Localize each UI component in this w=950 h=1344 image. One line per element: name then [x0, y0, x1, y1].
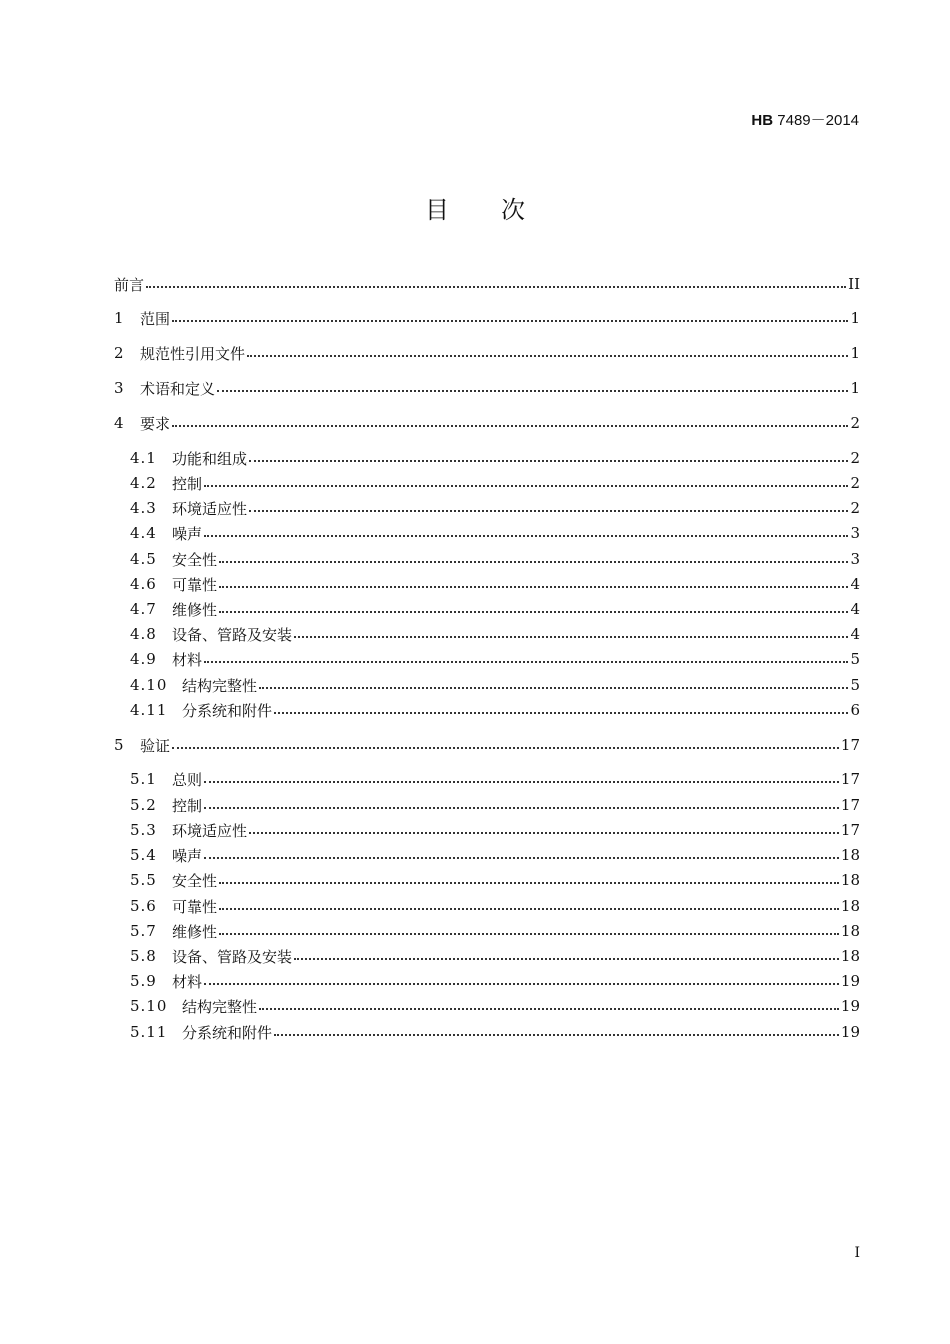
toc-entry-page: 1 — [850, 309, 860, 327]
toc-entry-label: 分系统和附件 — [182, 1023, 273, 1042]
toc-leader-dots — [204, 485, 848, 487]
toc-leader-dots — [249, 510, 848, 512]
toc-entry-number: 2 — [114, 344, 124, 362]
toc-entry-label: 控制 — [172, 796, 203, 815]
toc-entry-page: 3 — [850, 550, 860, 568]
toc-leader-dots — [204, 857, 839, 859]
toc-entry-number: 5.3 — [130, 821, 157, 839]
toc-leader-dots — [172, 320, 848, 322]
toc-entry-number: 3 — [114, 379, 124, 397]
toc-entry-number: 1 — [114, 309, 124, 327]
toc-leader-dots — [204, 661, 848, 663]
toc-entry-page: II — [848, 275, 860, 293]
standard-code — [751, 109, 859, 130]
toc-entry[interactable] — [130, 674, 860, 696]
toc-entry[interactable] — [130, 844, 860, 866]
toc-entry[interactable] — [114, 273, 860, 295]
page-number: I — [854, 1245, 860, 1261]
toc-entry-number: 4.9 — [130, 650, 157, 668]
toc-leader-dots — [219, 561, 848, 563]
toc-entry-label: 噪声 — [172, 524, 203, 543]
toc-entry-page: 18 — [840, 846, 860, 864]
toc-entry-label: 设备、管路及安装 — [172, 625, 293, 644]
toc-entry[interactable] — [114, 342, 860, 364]
toc-entry-page: 19 — [840, 972, 860, 990]
toc-entry-page: 17 — [840, 796, 860, 814]
toc-entry-label: 结构完整性 — [182, 997, 258, 1016]
toc-entry[interactable] — [130, 869, 860, 891]
toc-entry[interactable] — [130, 794, 860, 816]
toc-entry-number: 5.5 — [130, 871, 157, 889]
toc-entry-page: 5 — [850, 676, 860, 694]
toc-entry[interactable] — [130, 497, 860, 519]
toc-entry-label: 功能和组成 — [172, 449, 248, 468]
toc-entry-label: 规范性引用文件 — [140, 344, 246, 363]
toc-entry[interactable] — [130, 472, 860, 494]
toc-entry-page: 2 — [850, 414, 860, 432]
toc-entry-page: 17 — [840, 736, 860, 754]
toc-leader-dots — [219, 933, 839, 935]
toc-entry[interactable] — [130, 623, 860, 645]
toc-entry-number: 4.1 — [130, 449, 157, 467]
toc-entry-number: 5.2 — [130, 796, 157, 814]
toc-entry-page: 6 — [850, 701, 860, 719]
toc-entry-page: 1 — [850, 379, 860, 397]
toc-leader-dots — [172, 747, 839, 749]
toc-entry-page: 19 — [840, 1023, 860, 1041]
toc-entry[interactable] — [130, 598, 860, 620]
toc-entry-page: 4 — [850, 575, 860, 593]
toc-entry-label: 设备、管路及安装 — [172, 947, 293, 966]
toc-entry-label: 维修性 — [172, 600, 218, 619]
toc-entry[interactable] — [130, 945, 860, 967]
toc-entry-number: 5.11 — [130, 1023, 168, 1041]
toc-entry-label: 噪声 — [172, 846, 203, 865]
toc-leader-dots — [219, 908, 839, 910]
toc-leader-dots — [249, 460, 848, 462]
toc-entry[interactable] — [130, 522, 860, 544]
toc-entry[interactable] — [114, 412, 860, 434]
toc-entry-number: 5.9 — [130, 972, 157, 990]
toc-entry-number: 5.8 — [130, 947, 157, 965]
toc-entry-number: 4 — [114, 414, 124, 432]
toc-entry-page: 18 — [840, 871, 860, 889]
toc-entry-label: 安全性 — [172, 550, 218, 569]
toc-entry-page: 2 — [850, 474, 860, 492]
toc-entry-number: 4.2 — [130, 474, 157, 492]
toc-entry[interactable] — [130, 920, 860, 942]
toc-entry-label: 术语和定义 — [140, 379, 216, 398]
toc-entry-page: 19 — [840, 997, 860, 1015]
toc-entry-label: 控制 — [172, 474, 203, 493]
toc-entry-number: 4.8 — [130, 625, 157, 643]
toc-entry-page: 17 — [840, 821, 860, 839]
toc-entry-page: 17 — [840, 770, 860, 788]
toc-entry-label: 总则 — [172, 770, 203, 789]
toc-leader-dots — [294, 958, 839, 960]
toc-entry-label: 维修性 — [172, 922, 218, 941]
toc-entry[interactable] — [130, 895, 860, 917]
toc-entry-number: 5.10 — [130, 997, 168, 1015]
toc-entry[interactable] — [130, 970, 860, 992]
toc-entry-label: 安全性 — [172, 871, 218, 890]
toc-entry[interactable] — [114, 734, 860, 756]
toc-entry[interactable] — [130, 573, 860, 595]
toc-leader-dots — [217, 390, 848, 392]
toc-entry-page: 18 — [840, 922, 860, 940]
toc-leader-dots — [259, 1008, 839, 1010]
toc-entry-label: 环境适应性 — [172, 499, 248, 518]
toc-entry-page: 2 — [850, 449, 860, 467]
toc-entry-page: 1 — [850, 344, 860, 362]
toc-entry-label: 环境适应性 — [172, 821, 248, 840]
toc-leader-dots — [172, 425, 848, 427]
toc-entry-label: 范围 — [140, 309, 171, 328]
toc-entry-number: 5.7 — [130, 922, 157, 940]
toc-entry-page: 4 — [850, 625, 860, 643]
toc-entry-label: 结构完整性 — [182, 676, 258, 695]
toc-entry-label: 验证 — [140, 736, 171, 755]
toc-entry-number: 4.10 — [130, 676, 168, 694]
toc-entry-number: 5.4 — [130, 846, 157, 864]
toc-entry-label: 可靠性 — [172, 897, 218, 916]
toc-leader-dots — [204, 781, 839, 783]
toc-entry-number: 4.7 — [130, 600, 157, 618]
toc-entry-number: 4.5 — [130, 550, 157, 568]
toc-entry[interactable] — [130, 648, 860, 670]
toc-entry-label: 前言 — [114, 275, 145, 294]
toc-entry-number: 4.4 — [130, 524, 157, 542]
toc-entry-number: 4.11 — [130, 701, 168, 719]
toc-leader-dots — [219, 586, 848, 588]
toc-entry-label: 材料 — [172, 972, 203, 991]
standard-code-number: 7489－2014 — [773, 112, 859, 129]
toc-entry-page: 4 — [850, 600, 860, 618]
toc-entry[interactable] — [130, 548, 860, 570]
toc-entry[interactable] — [130, 699, 860, 721]
toc-leader-dots — [274, 712, 848, 714]
toc-entry-label: 材料 — [172, 650, 203, 669]
toc-leader-dots — [294, 636, 848, 638]
toc-entry[interactable] — [114, 377, 860, 399]
standard-code-prefix: HB — [751, 112, 774, 129]
toc-entry[interactable] — [130, 995, 860, 1017]
toc-entry-label: 可靠性 — [172, 575, 218, 594]
toc-leader-dots — [146, 286, 846, 288]
toc-entry-page: 2 — [850, 499, 860, 517]
toc-entry[interactable] — [130, 1021, 860, 1043]
toc-leader-dots — [259, 687, 848, 689]
toc-leader-dots — [219, 882, 839, 884]
toc-entry-number: 4.6 — [130, 575, 157, 593]
toc-entry-page: 18 — [840, 897, 860, 915]
toc-entry[interactable] — [114, 307, 860, 329]
toc-leader-dots — [204, 983, 839, 985]
toc-entry-page: 18 — [840, 947, 860, 965]
toc-entry[interactable] — [130, 768, 860, 790]
toc-entry-number: 5.6 — [130, 897, 157, 915]
toc-entry-page: 5 — [850, 650, 860, 668]
toc-leader-dots — [204, 535, 848, 537]
toc-entry-number: 4.3 — [130, 499, 157, 517]
toc-entry-page: 3 — [850, 524, 860, 542]
toc-entry-number: 5 — [114, 736, 124, 754]
toc-entry-number: 5.1 — [130, 770, 157, 788]
toc-leader-dots — [274, 1034, 839, 1036]
toc-title: 目次 — [425, 196, 577, 224]
toc-leader-dots — [219, 611, 848, 613]
toc-leader-dots — [204, 807, 839, 809]
toc-entry-label: 要求 — [140, 414, 171, 433]
toc-entry-label: 分系统和附件 — [182, 701, 273, 720]
toc-entry[interactable] — [130, 819, 860, 841]
toc-leader-dots — [247, 355, 848, 357]
toc-entry[interactable] — [130, 447, 860, 469]
toc-leader-dots — [249, 832, 839, 834]
